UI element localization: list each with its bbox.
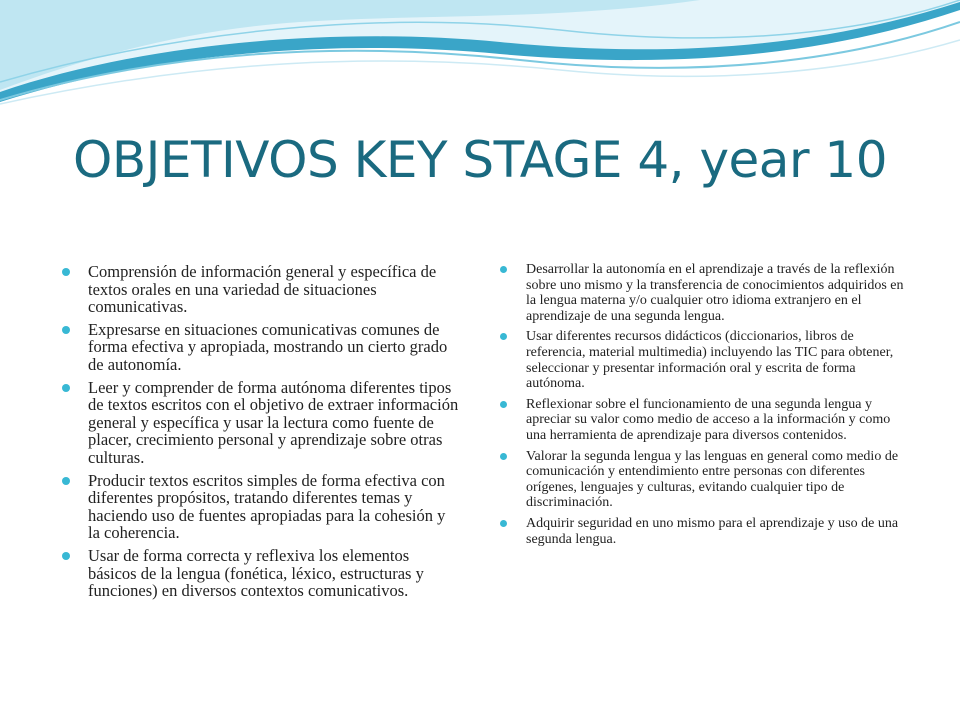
list-item-text: Producir textos escritos simples de forma efectiva con diferentes propósitos, tratando diferentes temas y haciendo uso de fuentes apropiadas para la cohesión y la coherencia. — [88, 470, 446, 543]
list-item-text: Adquirir seguridad en uno mismo para el aprendizaje y uso de una segunda lengua. — [526, 515, 899, 547]
bullet-icon — [62, 268, 70, 276]
list-item-text: Usar de forma correcta y reflexiva los elementos básicos de la lengua (fonética, léxico, estructuras y funciones) en diversos contextos comunicativos. — [88, 545, 424, 601]
list-item — [60, 547, 460, 600]
list-item-text: Leer y comprender de forma autónoma diferentes tipos de textos escritos con el objetivo de extraer información general y específica y usar la lectura como fuente de placer, crecimiento personal y aprendizaje sobre otras culturas. — [88, 377, 459, 467]
list-item — [60, 472, 460, 542]
right-objectives-list — [498, 262, 908, 552]
list-item-text: Reflexionar sobre el funcionamiento de una segunda lengua y apreciar su valor como medio de acceso a la información y como una herramienta de aprendizaje para diversos contenidos. — [526, 396, 891, 443]
bullet-icon — [62, 326, 70, 334]
list-item-text: Expresarse en situaciones comunicativas comunes de forma efectiva y apropiada, mostrando un cierto grado de autonomía. — [88, 319, 448, 374]
bullet-icon — [500, 333, 507, 340]
list-item-text: Usar diferentes recursos didácticos (diccionarios, libros de referencia, material multimedia) incluyendo las TIC para obtener, seleccionar y presentar información oral y escrita de forma autónoma. — [526, 329, 894, 392]
list-item-text: Valorar la segunda lengua y las lenguas en general como medio de comunicación y entendimiento entre personas con diferentes orígenes, lenguajes y culturas, evitando cualquier tipo de discriminación. — [526, 448, 899, 511]
header-wave-decoration — [0, 0, 960, 110]
list-item — [498, 329, 908, 391]
list-item-text: Comprensión de información general y específica de textos orales en una variedad de situaciones comunicativas. — [88, 262, 437, 317]
list-item — [60, 379, 460, 467]
bullet-icon — [62, 384, 70, 392]
list-item — [498, 449, 908, 511]
bullet-icon — [62, 477, 70, 485]
bullet-icon — [500, 401, 507, 408]
bullet-icon — [62, 552, 70, 560]
list-item — [498, 262, 908, 324]
left-objectives-list — [60, 263, 460, 605]
list-item — [60, 263, 460, 316]
list-item — [498, 516, 908, 547]
bullet-icon — [500, 520, 507, 527]
bullet-icon — [500, 453, 507, 460]
list-item-text: Desarrollar la autonomía en el aprendizaje a través de la reflexión sobre uno mismo y la transferencia de conocimientos adquiridos en la lengua materna y/o cualquier otro idioma extranjero en el aprendizaje de una segunda lengua. — [526, 262, 904, 324]
bullet-icon — [500, 266, 507, 273]
list-item — [60, 321, 460, 374]
slide-title: OBJETIVOS KEY STAGE 4, year 10 — [72, 131, 888, 189]
list-item — [498, 397, 908, 444]
